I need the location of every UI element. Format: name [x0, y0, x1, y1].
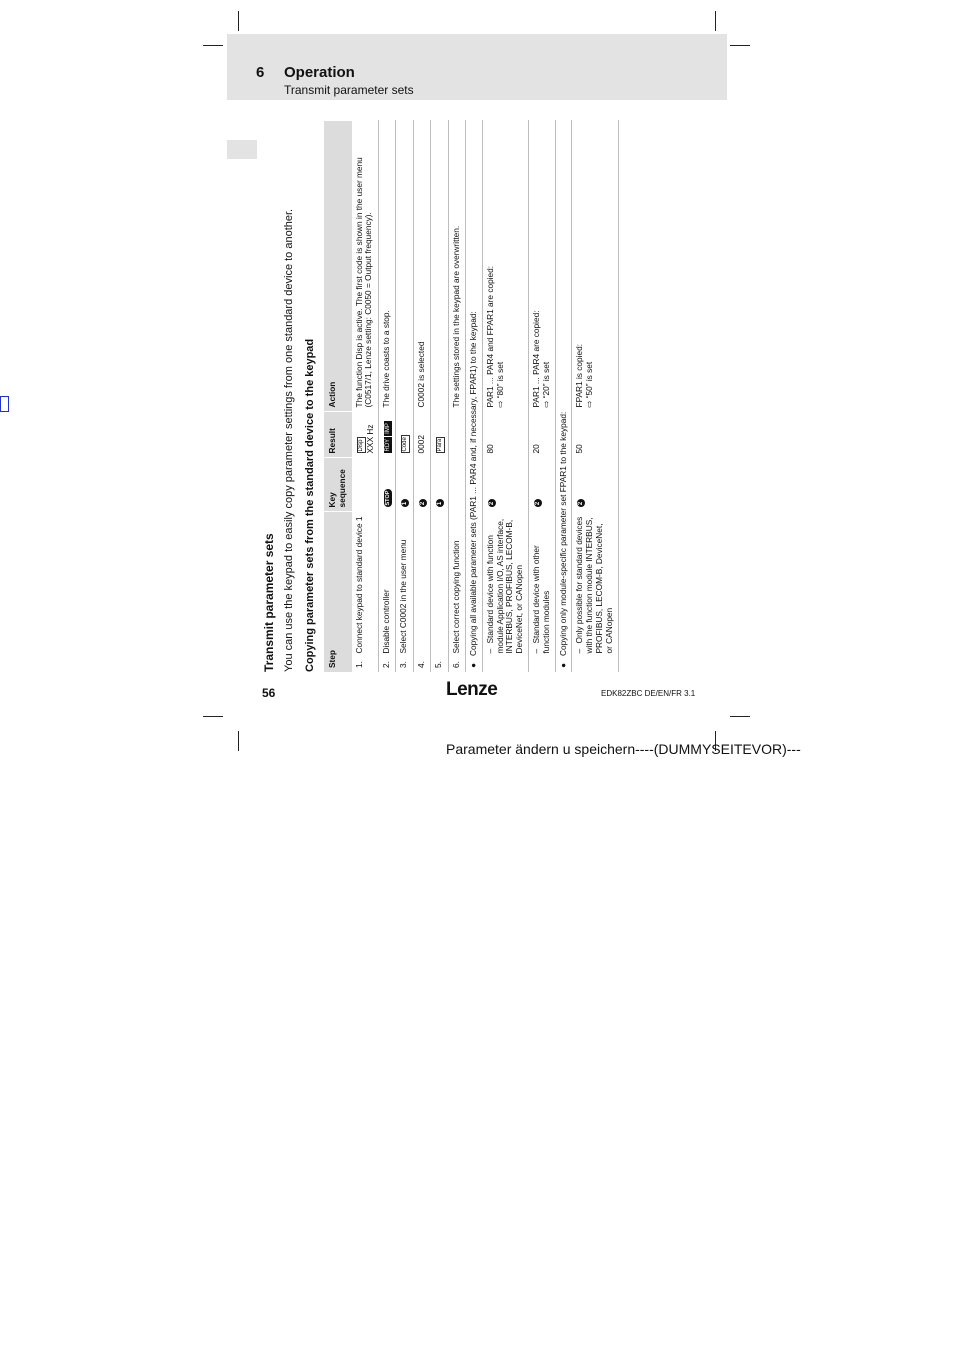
- action-text: PAR1 ... PAR4 are copied: ⇨ “20” is set: [529, 121, 556, 412]
- steps-table: [324, 120, 619, 672]
- rotated-content: [262, 120, 652, 672]
- step-number: 5.: [431, 658, 449, 672]
- table-row: [379, 121, 396, 673]
- header-step: Step: [324, 512, 352, 672]
- section-title: Transmit parameter sets: [262, 533, 276, 672]
- key-1-icon: 1: [436, 499, 444, 507]
- step-description: Select C0002 in the user menu: [396, 512, 414, 658]
- footer-text: Parameter ändern u speichern----(DUMMYSEITEVOR)---: [446, 741, 801, 757]
- result-cell: [431, 412, 449, 458]
- key-sequence: [379, 458, 396, 512]
- display-indicator: Disp: [357, 439, 364, 452]
- display-indicator: Para: [437, 438, 444, 452]
- crop-mark: [730, 716, 750, 717]
- side-tab: [227, 140, 257, 159]
- step-description: Connect keypad to standard device 1: [352, 512, 379, 658]
- dash-icon: –: [531, 648, 542, 654]
- key-sequence: [529, 458, 556, 512]
- step-number: 1.: [352, 658, 379, 672]
- dash-icon: –: [574, 648, 585, 654]
- section-cell: [555, 121, 572, 673]
- result-cell: [449, 412, 466, 458]
- result-cell: [352, 412, 379, 458]
- crop-mark: [203, 716, 223, 717]
- key-2-icon: 2: [577, 499, 585, 507]
- key-sequence: [449, 458, 466, 512]
- key-sequence: [414, 458, 431, 512]
- table-row: [572, 121, 618, 673]
- header-result: Result: [324, 412, 352, 458]
- action-text: The drive coasts to a stop.: [379, 121, 396, 412]
- step-number: 2.: [379, 658, 396, 672]
- key-2-icon: 2: [419, 499, 427, 507]
- step-description: [414, 512, 431, 658]
- section-fpar-text: Copying only module-specific parameter set FPAR1 to the keypad:: [557, 411, 568, 656]
- crop-mark: [730, 45, 750, 46]
- bullet-icon: ●: [557, 662, 568, 668]
- table-row: [482, 121, 528, 673]
- display-indicator: Code: [402, 437, 409, 452]
- table-row: [449, 121, 466, 673]
- lenze-logo: Lenze: [446, 679, 498, 700]
- result-cell: 20: [529, 412, 556, 458]
- chapter-title: Operation: [284, 64, 355, 81]
- sub-description: –Standard device with function module Application I/O, AS interface, INTERBUS, PROFIBUS, LECOM-B, DeviceNet, or CANopen: [482, 512, 528, 658]
- result-cell: 50: [572, 412, 618, 458]
- result-cell: [396, 412, 414, 458]
- section-row-fpar: [555, 121, 572, 673]
- table-row: [352, 121, 379, 673]
- action-text: C0002 is selected: [414, 121, 431, 412]
- stop-key-icon: STOP: [385, 490, 392, 506]
- key-sequence: [431, 458, 449, 512]
- result-cell: 0002: [414, 412, 431, 458]
- section-all-text: Copying all available parameter sets (PAR1 ... PAR4 and, if necessary, FPAR1) to the keypad:: [468, 311, 479, 656]
- imp-indicator: IMP: [385, 423, 392, 434]
- dash-icon: –: [484, 648, 495, 654]
- key-2-icon: 2: [488, 499, 496, 507]
- result-cell: 80: [482, 412, 528, 458]
- sub-description: –Only possible for standard devices with the function module INTERBUS, PROFIBUS, LECOM-B, DeviceNet, or CANopen: [572, 512, 618, 658]
- section-row-all: [466, 121, 483, 673]
- crop-mark: [203, 45, 223, 46]
- display-value: XXX Hz: [364, 424, 375, 454]
- key-sequence: [572, 458, 618, 512]
- step-number: 6.: [449, 658, 466, 672]
- action-text: [396, 121, 414, 412]
- chapter-number: 6: [256, 64, 265, 81]
- action-text: PAR1 ... PAR4 and FPAR1 are copied: ⇨ “80” is set: [482, 121, 528, 412]
- crop-mark: [715, 11, 716, 31]
- table-row: [529, 121, 556, 673]
- step-number: 4.: [414, 658, 431, 672]
- table-row: [396, 121, 414, 673]
- table-row: [431, 121, 449, 673]
- edge-marker: [0, 396, 9, 412]
- step-description: [431, 512, 449, 658]
- step-description: Select correct copying function: [449, 512, 466, 658]
- key-sequence: [352, 458, 379, 512]
- key-2-icon: 2: [534, 499, 542, 507]
- chapter-subtitle: Transmit parameter sets: [284, 83, 414, 97]
- header-action: Action: [324, 121, 352, 412]
- header-key: Key sequence: [324, 458, 352, 512]
- key-1-icon: 1: [401, 499, 409, 507]
- section-cell: [466, 121, 483, 673]
- crop-mark: [238, 731, 239, 751]
- action-text: [431, 121, 449, 412]
- action-text: FPAR1 is copied: ⇨ “50” is set: [572, 121, 618, 412]
- sub-description: –Standard device with other function modules: [529, 512, 556, 658]
- step-description: Disable controller: [379, 512, 396, 658]
- section-subtitle: Copying parameter sets from the standard device to the keypad: [304, 338, 316, 672]
- bullet-icon: ●: [468, 662, 479, 668]
- result-cell: [379, 412, 396, 458]
- key-sequence: [482, 458, 528, 512]
- table-row: [414, 121, 431, 673]
- crop-mark: [238, 11, 239, 31]
- rdy-indicator: RDY: [385, 438, 392, 452]
- action-text: The settings stored in the keypad are overwritten.: [449, 121, 466, 412]
- table-header-row: [324, 121, 352, 673]
- intro-text: You can use the keypad to easily copy parameter settings from one standard device to another.: [283, 208, 295, 672]
- key-sequence: [396, 458, 414, 512]
- page-number: 56: [262, 686, 276, 700]
- action-text: The function Disp is active. The first code is shown in the user menu (C0517/1, Lenze setting: C0050 = Output frequency).: [352, 121, 379, 412]
- step-number: 3.: [396, 658, 414, 672]
- document-id: EDK82ZBC DE/EN/FR 3.1: [601, 689, 696, 698]
